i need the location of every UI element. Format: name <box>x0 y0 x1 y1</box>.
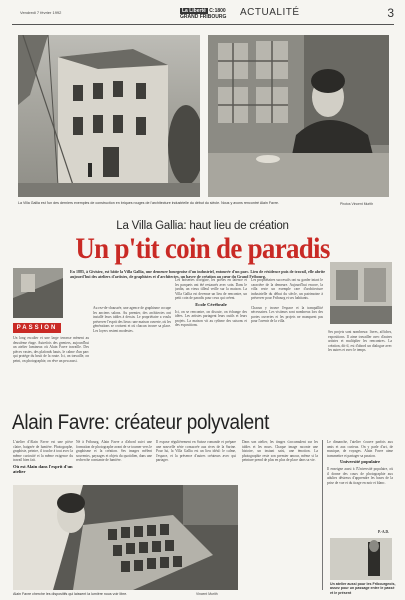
profile-col-1 <box>13 440 73 480</box>
second-headline: Alain Favre: créateur polyvalent <box>12 411 270 434</box>
column-rule <box>322 440 323 590</box>
kicker: La Villa Gallia: haut lieu de création <box>116 220 289 232</box>
issue-date: Vendredi 7 février 1992 <box>20 10 62 15</box>
top-photo-caption: La Villa Gallia est l'un des derniers exemples de construction en briques rouges de l'architecture industrielle du début du siècle. Nous y avons rencontré Alain Favre. <box>18 201 279 205</box>
article-lead: En 1885, à Givisiez, est bâtie la Villa Gallia, une demeure bourgeoise d'un industriel, entourée d'un parc. Lieu de résidence puis de travail, elle abrite aujourd'hui des ateliers d'artistes, de graphistes et d'architectes, un havre de création au cœur du Grand Fribourg. <box>70 269 325 279</box>
page-header <box>12 6 394 22</box>
author-signature: P.-A.D. <box>378 530 389 534</box>
interior-photo <box>330 262 392 324</box>
article-col-4-text: Les propriétaires successifs ont su garder intact le caractère de la demeure. Aujourd'hui encore, la villa reste un exemple rare d'architecture industrielle du début du siècle, un patrimoine à préserver pour Fribourg et ses habitants. <box>251 278 323 301</box>
profile-col-6-more: Il enseigne aussi à l'Université populaire, où il donne des cours de photographie aux adultes désireux d'apprendre les bases de la prise de vue et du tirage en noir et blanc. <box>327 466 393 485</box>
section-title: ACTUALITÉ <box>240 7 300 18</box>
page-number: 3 <box>387 6 394 20</box>
article-col-3-text: Les boiseries d'origine, les poêles en faïence et les parquets ont été restaurés avec soin. Dans le jardin, un vieux tilleul veille sur la maison. La Villa Gallia est devenue un lieu de rencontre, un petit coin de paradis pour ceux qui créent. <box>175 278 247 301</box>
bottom-photo-caption: Alain Favre cherche les dispositifs qui laissent la lumière nous voir libre. <box>13 592 128 596</box>
article-col-5: Ses projets sont nombreux: livres, affiches, expositions. Il aime travailler avec d'autres artistes et multiplier les rencontres. La création, dit-il, est d'abord un dialogue avec les autres et avec le temps. <box>328 330 392 353</box>
profile-col-2: Né à Fribourg, Alain Favre a d'abord suivi une formation de photographe avant de se tourner vers le graphisme et la création. Ses images mêlent souvenirs, paysages et objets du quotidien, dans une recherche constante de lumière. <box>76 440 152 463</box>
newspaper-logo <box>180 8 226 20</box>
portrait-photo <box>208 35 389 197</box>
logo-sub: GRAND FRIBOURG <box>180 14 227 20</box>
sidebar-subhead: Université populaire <box>339 459 381 465</box>
profile-subhead: Où est Alain dans l'esprit d'un atelier <box>13 463 73 474</box>
profile-col-6 <box>327 440 393 528</box>
article-col-2: Au rez-de-chaussée, une agence de graphisme occupe les anciens salons. Au premier, des architectes ont installé leurs tables à dessin. Le propriétaire a voulu préserver l'esprit des lieux: une maison ouverte, où les générations se croisent et où chacun trouve sa place. Les loyers restent modestes. <box>93 306 171 333</box>
profile-col-4: Dans son atelier, les tirages s'accumulent sur les tables et les murs. Chaque image raconte une histoire, un instant saisi, une émotion. La photographie reste son premier amour, même si la peinture prend de plus en plus de place dans sa vie. <box>242 440 318 463</box>
article-subhead: Ecole Cérébrale <box>195 301 227 307</box>
villa-photo <box>18 35 200 197</box>
article-col-1: Un long escalier et une large terrasse mènent au deuxième étage. Autrefois des greniers, aujourd'hui un atelier lumineux où Alain Favre travaille. Des pièces vastes, des plafonds hauts, le calme d'un parc qui protège du bruit de la route. Ici, on travaille, on peint, on photographie, on rêve un peu aussi. <box>13 336 89 363</box>
article-col-4-more: Chacun y trouve l'espace et la tranquillité nécessaires. Les visiteurs sont nombreux lors des portes ouvertes et les projets ne manquent pas pour l'avenir de la villa. <box>251 305 323 324</box>
article-col-4 <box>251 278 323 406</box>
profile-col-1-text: L'atelier d'Alain Favre est une pièce claire, baignée de lumière. Photographe, graphiste, peintre, il touche à tout avec la même curiosité et la même exigence du travail bien fait. <box>13 440 73 463</box>
logo-badge: C:1800 <box>209 8 226 14</box>
headline: Un p'tit coin de paradis <box>75 232 330 265</box>
article-col-3-more: Ici, on se rencontre, on discute, on échange des idées. Les artistes partagent leurs outils et leurs projets. La maison vit au rythme des saisons et des expositions. <box>175 309 247 328</box>
studio-photo <box>13 485 238 590</box>
article-col-3 <box>175 278 247 406</box>
logo-top: La Liberté <box>182 8 206 14</box>
sidebar-photo-caption: Un atelier aussi pour les Fribourgeois, assez pour un passage entre le passé et le présent <box>330 582 396 595</box>
profile-col-6-text: Le dimanche, l'atelier s'ouvre parfois aux amis et aux curieux. On y parle d'art, de musique, de voyages. Alain Favre aime transmettre et partager sa passion. <box>327 440 393 458</box>
bottom-photo-credit: Vincent Murith <box>196 592 218 596</box>
profile-col-3: Il expose régulièrement en Suisse romande et prépare une nouvelle série consacrée aux rives de la Sarine. Pour lui, la Villa Gallia est un lieu idéal: le calme, l'espace, et la présence d'autres créateurs avec qui partager. <box>156 440 236 463</box>
sidebar-photo <box>330 538 392 580</box>
top-photo-credit: Photos Vincent Murith <box>340 202 374 206</box>
header-rule <box>12 24 394 25</box>
section-tag: PASSION <box>13 323 61 333</box>
small-photo <box>13 268 63 318</box>
